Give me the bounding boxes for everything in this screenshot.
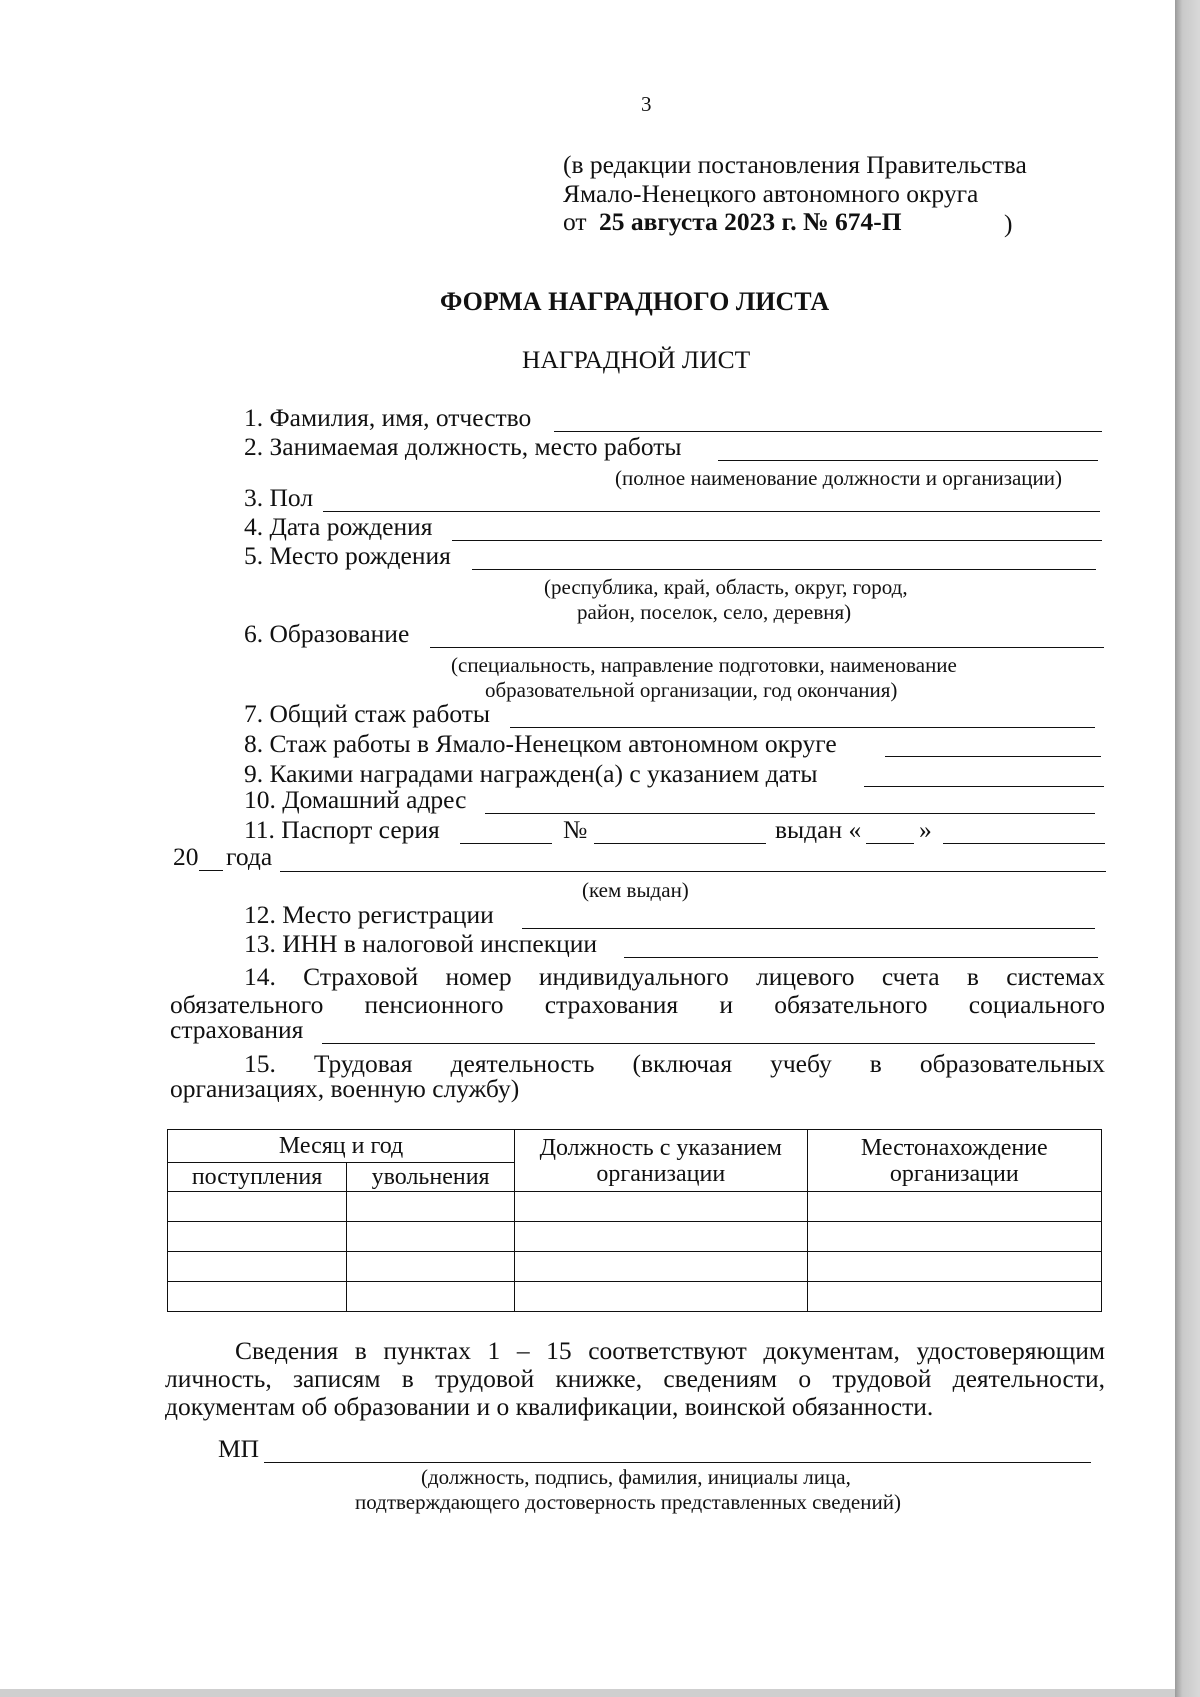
field-12-input-line[interactable]	[522, 928, 1095, 929]
edition-note-line1: (в редакции постановления Правительства	[563, 150, 1027, 179]
header-dismissal: увольнения	[347, 1163, 515, 1192]
field-9-input-line[interactable]	[864, 786, 1104, 787]
signature-input-line[interactable]	[264, 1462, 1091, 1463]
field-6-label: 6. Образование	[244, 619, 410, 648]
field-12-label: 12. Место регистрации	[244, 900, 494, 929]
table-cell[interactable]	[515, 1192, 807, 1222]
field-4-input-line[interactable]	[452, 540, 1102, 541]
field-2-hint: (полное наименование должности и организации)	[615, 466, 1063, 490]
table-cell[interactable]	[807, 1222, 1101, 1252]
field-14-line1: 14. Страховой номер индивидуального лицевого счета в системах	[244, 962, 1105, 991]
field-5-input-line[interactable]	[472, 569, 1096, 570]
field-5-hint-line2: район, поселок, село, деревня)	[577, 600, 852, 624]
table-cell[interactable]	[515, 1222, 807, 1252]
sheet-title: НАГРАДНОЙ ЛИСТ	[522, 345, 751, 374]
field-14-line2: обязательного пенсионного страхования и обязательного социального	[170, 990, 1105, 1019]
passport-year-prefix: 20	[173, 842, 199, 871]
table-cell[interactable]	[807, 1192, 1101, 1222]
edition-note-date-number: 25 августа 2023 г. № 674-П	[598, 207, 902, 236]
table-cell[interactable]	[807, 1252, 1101, 1282]
scan-bottom-shadow	[0, 1689, 1175, 1697]
field-3-label: 3. Пол	[244, 483, 314, 512]
field-4-label: 4. Дата рождения	[244, 512, 433, 541]
passport-issue-year-input-line[interactable]	[199, 870, 223, 871]
field-15-line1: 15. Трудовая деятельность (включая учебу в образовательных	[244, 1049, 1105, 1078]
table-cell[interactable]	[347, 1192, 515, 1222]
header-position: Должность с указанием организации	[515, 1130, 807, 1192]
table-row	[168, 1192, 1102, 1222]
table-row	[168, 1252, 1102, 1282]
passport-year-suffix: года	[226, 842, 273, 871]
page-number: 3	[641, 92, 652, 116]
field-7-label: 7. Общий стаж работы	[244, 699, 491, 728]
field-15-line2: организациях, военную службу)	[170, 1074, 520, 1103]
field-14-line3: страхования	[170, 1015, 304, 1044]
passport-issue-month-input-line[interactable]	[943, 843, 1105, 844]
table-cell[interactable]	[347, 1252, 515, 1282]
field-5-hint-line1: (республика, край, область, округ, город,	[544, 575, 908, 599]
field-10-label: 10. Домашний адрес	[244, 785, 467, 814]
field-11-hint: (кем выдан)	[582, 878, 689, 902]
signature-hint-line2: подтверждающего достоверность представленных сведений)	[355, 1490, 901, 1514]
field-10-input-line[interactable]	[485, 813, 1095, 814]
passport-issue-day-input-line[interactable]	[866, 843, 914, 844]
passport-number-sign: №	[563, 815, 588, 844]
table-cell[interactable]	[168, 1252, 347, 1282]
edition-note-line2: Ямало-Ненецкого автономного округа	[563, 179, 979, 208]
field-13-input-line[interactable]	[624, 957, 1098, 958]
field-1-label: 1. Фамилия, имя, отчество	[244, 403, 532, 432]
passport-issued-label: выдан «	[775, 815, 862, 844]
stamp-label: МП	[218, 1434, 260, 1463]
confirmation-line3: документам об образовании и о квалификации, воинской обязанности.	[165, 1392, 934, 1421]
field-2-label: 2. Занимаемая должность, место работы	[244, 432, 682, 461]
header-month-year: Месяц и год	[168, 1130, 515, 1163]
field-2-input-line[interactable]	[718, 460, 1098, 461]
field-3-input-line[interactable]	[323, 511, 1100, 512]
signature-hint-line1: (должность, подпись, фамилия, инициалы лица,	[421, 1465, 851, 1489]
field-6-input-line[interactable]	[430, 647, 1104, 648]
field-6-hint-line2: образовательной организации, год окончания)	[485, 678, 898, 702]
field-5-label: 5. Место рождения	[244, 541, 451, 570]
table-cell[interactable]	[347, 1222, 515, 1252]
table-row	[168, 1282, 1102, 1312]
field-14-input-line[interactable]	[322, 1043, 1095, 1044]
header-location: Местонахождение организации	[807, 1130, 1101, 1192]
edition-note-closing: )	[1004, 209, 1013, 238]
table-cell[interactable]	[168, 1222, 347, 1252]
header-admission: поступления	[168, 1163, 347, 1192]
table-cell[interactable]	[515, 1282, 807, 1312]
edition-note-from: от	[563, 207, 587, 236]
table-cell[interactable]	[347, 1282, 515, 1312]
field-11-label: 11. Паспорт серия	[244, 815, 440, 844]
passport-issued-by-input-line[interactable]	[280, 871, 1106, 872]
form-title: ФОРМА НАГРАДНОГО ЛИСТА	[440, 287, 830, 316]
table-row	[168, 1222, 1102, 1252]
field-7-input-line[interactable]	[510, 727, 1095, 728]
passport-series-input-line[interactable]	[460, 843, 552, 844]
passport-issue-quote-close: »	[919, 815, 932, 844]
scan-edge-shadow	[1175, 0, 1200, 1697]
passport-number-input-line[interactable]	[594, 843, 766, 844]
table-cell[interactable]	[515, 1252, 807, 1282]
field-6-hint-line1: (специальность, направление подготовки, наименование	[451, 653, 957, 677]
table-cell[interactable]	[807, 1282, 1101, 1312]
field-8-label: 8. Стаж работы в Ямало-Ненецком автономном округе	[244, 729, 837, 758]
confirmation-line2: личность, записям в трудовой книжке, сведениям о трудовой деятельности,	[165, 1364, 1105, 1393]
table-cell[interactable]	[168, 1282, 347, 1312]
table-cell[interactable]	[168, 1192, 347, 1222]
work-history-table	[167, 1129, 1102, 1312]
edition-note-line3	[563, 207, 902, 237]
field-8-input-line[interactable]	[885, 756, 1101, 757]
field-13-label: 13. ИНН в налоговой инспекции	[244, 929, 598, 958]
field-9-label: 9. Какими наградами награжден(а) с указанием даты	[244, 759, 818, 788]
confirmation-line1: Сведения в пунктах 1 – 15 соответствуют документам, удостоверяющим	[235, 1336, 1105, 1365]
